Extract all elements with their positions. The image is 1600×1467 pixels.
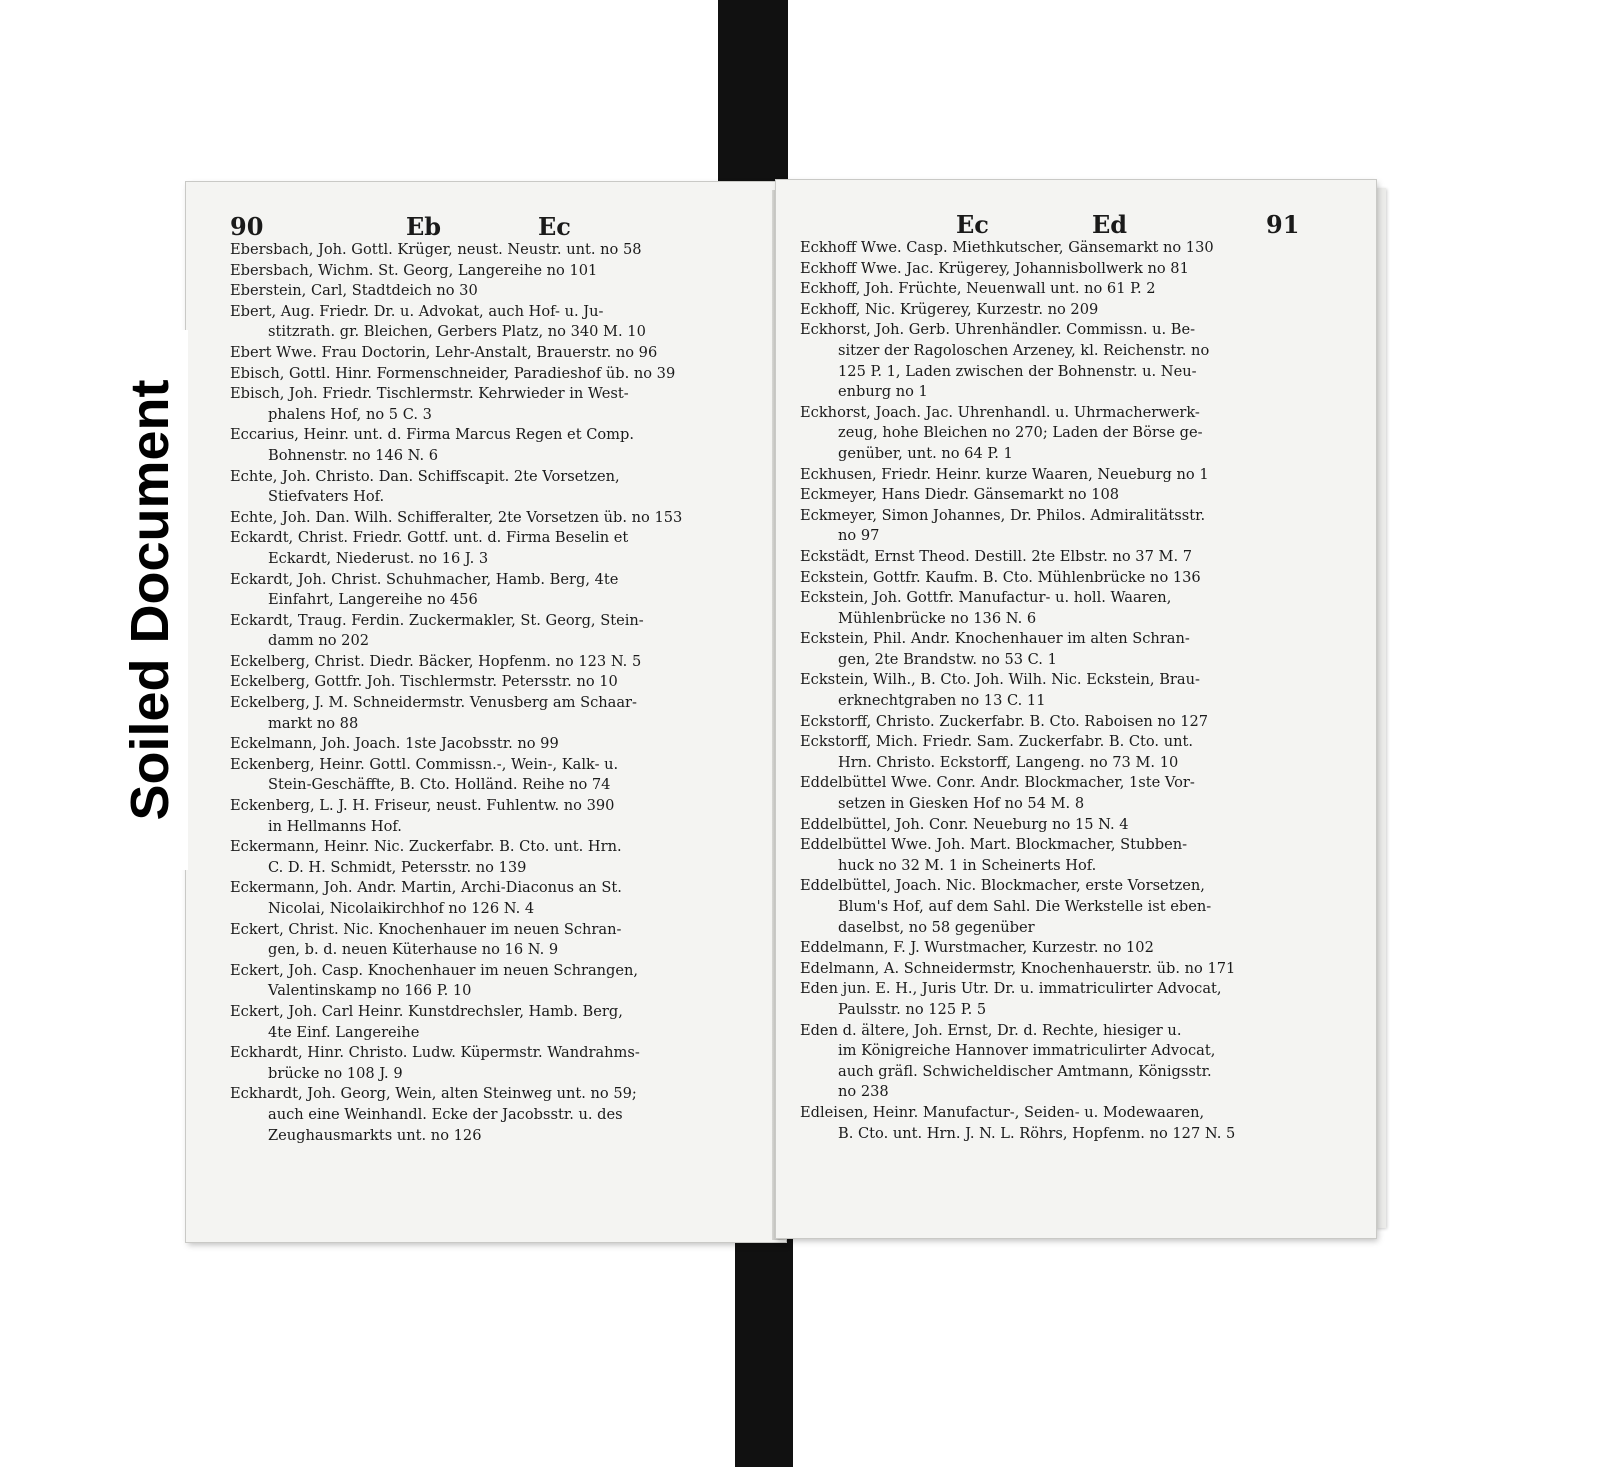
directory-line: sitzer der Ragoloschen Arzeney, kl. Reichenstr. no bbox=[838, 341, 1210, 359]
directory-line: Eckenberg, L. J. H. Friseur, neust. Fuhlentw. no 390 bbox=[230, 797, 615, 815]
directory-line: Echte, Joh. Christo. Dan. Schiffscapit. 2te Vorsetzen, bbox=[230, 467, 620, 485]
directory-line: 4te Einf. Langereihe bbox=[268, 1023, 420, 1041]
directory-line: Eckhoff Wwe. Casp. Miethkutscher, Gänsemarkt no 130 bbox=[800, 239, 1214, 256]
right-directory-entries bbox=[800, 238, 1368, 1144]
directory-line: 125 P. 1, Laden zwischen der Bohnenstr. u. Neu- bbox=[838, 362, 1197, 380]
left-running-head-1: Eb bbox=[406, 212, 442, 241]
directory-line: Eckhoff, Nic. Krügerey, Kurzestr. no 209 bbox=[800, 300, 1099, 318]
directory-line: Ebisch, Gottl. Hinr. Formenschneider, Paradieshof üb. no 39 bbox=[230, 364, 676, 382]
directory-line: Eden d. ältere, Joh. Ernst, Dr. d. Rechte, hiesiger u. bbox=[800, 1021, 1182, 1039]
directory-line: huck no 32 M. 1 in Scheinerts Hof. bbox=[838, 856, 1097, 874]
directory-line: Eckstorff, Mich. Friedr. Sam. Zuckerfabr. B. Cto. unt. bbox=[800, 733, 1193, 751]
directory-line: Eckelberg, J. M. Schneidermstr. Venusberg am Schaar- bbox=[230, 694, 637, 712]
directory-line: gen, b. d. neuen Küterhause no 16 N. 9 bbox=[268, 941, 559, 959]
directory-line: setzen in Giesken Hof no 54 M. 8 bbox=[838, 795, 1085, 813]
directory-line: Eddelbüttel Wwe. Conr. Andr. Blockmacher, 1ste Vor- bbox=[800, 774, 1195, 792]
directory-line: Eckstorff, Christo. Zuckerfabr. B. Cto. Raboisen no 127 bbox=[800, 712, 1209, 730]
directory-line: in Hellmanns Hof. bbox=[268, 817, 402, 835]
directory-line: genüber, unt. no 64 P. 1 bbox=[838, 444, 1013, 462]
directory-line: Zeughausmarkts unt. no 126 bbox=[268, 1126, 482, 1144]
directory-line: Eckelberg, Gottfr. Joh. Tischlermstr. Petersstr. no 10 bbox=[230, 673, 618, 691]
directory-line: Blum's Hof, auf dem Sahl. Die Werkstelle ist eben- bbox=[838, 898, 1212, 915]
directory-line: auch eine Weinhandl. Ecke der Jacobsstr. u. des bbox=[268, 1105, 623, 1123]
directory-line: Eckhusen, Friedr. Heinr. kurze Waaren, Neueburg no 1 bbox=[800, 465, 1209, 483]
directory-line: auch gräfl. Schwicheldischer Amtmann, Königsstr. bbox=[838, 1062, 1212, 1080]
directory-line: daselbst, no 58 gegenüber bbox=[838, 918, 1035, 936]
directory-line: markt no 88 bbox=[268, 714, 359, 732]
left-directory-entries bbox=[230, 240, 778, 1146]
directory-line: damm no 202 bbox=[268, 632, 370, 650]
directory-line: Ebersbach, Wichm. St. Georg, Langereihe no 101 bbox=[230, 261, 598, 279]
right-running-head-2: Ed bbox=[1092, 210, 1128, 239]
directory-line: no 238 bbox=[838, 1083, 889, 1101]
directory-line: Stiefvaters Hof. bbox=[268, 488, 385, 506]
book-spine-top bbox=[718, 0, 788, 186]
directory-line: phalens Hof, no 5 C. 3 bbox=[268, 405, 432, 423]
book-spine-bottom bbox=[735, 1230, 793, 1467]
left-page bbox=[186, 182, 786, 1242]
directory-line: Eckhoff Wwe. Jac. Krügerey, Johannisbollwerk no 81 bbox=[800, 259, 1189, 277]
directory-line: Eckhorst, Joh. Gerb. Uhrenhändler. Commissn. u. Be- bbox=[800, 321, 1196, 339]
directory-line: Ebisch, Joh. Friedr. Tischlermstr. Kehrwieder in West- bbox=[230, 385, 629, 403]
directory-line: Paulsstr. no 125 P. 5 bbox=[838, 1000, 987, 1018]
directory-line: Edelmann, A. Schneidermstr, Knochenhauerstr. üb. no 171 bbox=[800, 959, 1236, 977]
directory-line: Einfahrt, Langereihe no 456 bbox=[268, 591, 478, 609]
directory-line: erknechtgraben no 13 C. 11 bbox=[838, 692, 1046, 710]
directory-line: brücke no 108 J. 9 bbox=[268, 1064, 403, 1082]
directory-line: Echte, Joh. Dan. Wilh. Schifferalter, 2te Vorsetzen üb. no 153 bbox=[230, 508, 683, 526]
left-page-number: 90 bbox=[230, 212, 264, 241]
directory-line: Eckhorst, Joach. Jac. Uhrenhandl. u. Uhrmacherwerk- bbox=[800, 403, 1200, 421]
right-running-head-1: Ec bbox=[956, 210, 989, 239]
directory-line: C. D. H. Schmidt, Petersstr. no 139 bbox=[268, 858, 527, 876]
directory-line: Eckstädt, Ernst Theod. Destill. 2te Elbstr. no 37 M. 7 bbox=[800, 547, 1193, 565]
directory-line: Edleisen, Heinr. Manufactur-, Seiden- u. Modewaaren, bbox=[800, 1103, 1205, 1121]
left-running-head-2: Ec bbox=[538, 212, 571, 241]
directory-line: Eckardt, Joh. Christ. Schuhmacher, Hamb. Berg, 4te bbox=[230, 570, 619, 588]
page-stack-edge bbox=[1376, 188, 1386, 1228]
directory-line: Eddelbüttel, Joh. Conr. Neueburg no 15 N. 4 bbox=[800, 815, 1129, 833]
directory-line: Eckstein, Wilh., B. Cto. Joh. Wilh. Nic. Eckstein, Brau- bbox=[800, 671, 1200, 689]
right-page bbox=[776, 180, 1376, 1238]
directory-line: Hrn. Christo. Eckstorff, Langeng. no 73 M. 10 bbox=[838, 753, 1179, 771]
directory-line: Eddelmann, F. J. Wurstmacher, Kurzestr. no 102 bbox=[800, 939, 1154, 957]
directory-line: Valentinskamp no 166 P. 10 bbox=[268, 982, 472, 1000]
directory-line: Eckelberg, Christ. Diedr. Bäcker, Hopfenm. no 123 N. 5 bbox=[230, 652, 642, 670]
directory-line: Ebert, Aug. Friedr. Dr. u. Advokat, auch Hof- u. Ju- bbox=[230, 302, 604, 320]
directory-line: Eddelbüttel, Joach. Nic. Blockmacher, erste Vorsetzen, bbox=[800, 877, 1205, 895]
directory-line: Eckardt, Christ. Friedr. Gottf. unt. d. Firma Beselin et bbox=[230, 529, 629, 547]
directory-line: Eckmeyer, Hans Diedr. Gänsemarkt no 108 bbox=[800, 486, 1120, 504]
directory-line: Eckardt, Traug. Ferdin. Zuckermakler, St. Georg, Stein- bbox=[230, 611, 644, 629]
directory-line: Eddelbüttel Wwe. Joh. Mart. Blockmacher, Stubben- bbox=[800, 836, 1188, 854]
directory-line: Eckstein, Phil. Andr. Knochenhauer im alten Schran- bbox=[800, 630, 1190, 648]
directory-line: Bohnenstr. no 146 N. 6 bbox=[268, 446, 439, 464]
directory-line: stitzrath. gr. Bleichen, Gerbers Platz, no 340 M. 10 bbox=[268, 323, 646, 341]
directory-line: Eberstein, Carl, Stadtdeich no 30 bbox=[230, 282, 478, 300]
directory-line: Eckhoff, Joh. Früchte, Neuenwall unt. no 61 P. 2 bbox=[800, 280, 1156, 298]
directory-line: Eckelmann, Joh. Joach. 1ste Jacobsstr. no 99 bbox=[230, 735, 559, 753]
directory-line: Eckert, Joh. Carl Heinr. Kunstdrechsler, Hamb. Berg, bbox=[230, 1002, 623, 1020]
directory-line: enburg no 1 bbox=[838, 383, 928, 401]
directory-line: Stein-Geschäffte, B. Cto. Holländ. Reihe no 74 bbox=[268, 776, 611, 794]
right-page-number: 91 bbox=[1266, 210, 1300, 239]
directory-line: im Königreiche Hannover immatriculirter Advocat, bbox=[838, 1042, 1216, 1060]
directory-line: Eccarius, Heinr. unt. d. Firma Marcus Regen et Comp. bbox=[230, 426, 634, 444]
directory-line: Mühlenbrücke no 136 N. 6 bbox=[838, 609, 1037, 627]
directory-line: gen, 2te Brandstw. no 53 C. 1 bbox=[838, 650, 1057, 668]
directory-line: Eckermann, Heinr. Nic. Zuckerfabr. B. Cto. unt. Hrn. bbox=[230, 838, 622, 856]
directory-line: B. Cto. unt. Hrn. J. N. L. Röhrs, Hopfenm. no 127 N. 5 bbox=[838, 1124, 1236, 1142]
directory-line: Ebert Wwe. Frau Doctorin, Lehr-Anstalt, Brauerstr. no 96 bbox=[230, 343, 658, 361]
directory-line: Ebersbach, Joh. Gottl. Krüger, neust. Neustr. unt. no 58 bbox=[230, 241, 642, 258]
directory-line: Eckstein, Joh. Gottfr. Manufactur- u. holl. Waaren, bbox=[800, 589, 1172, 607]
directory-line: Eckert, Christ. Nic. Knochenhauer im neuen Schran- bbox=[230, 920, 622, 938]
directory-line: Eckardt, Niederust. no 16 J. 3 bbox=[268, 549, 489, 567]
directory-line: zeug, hohe Bleichen no 270; Laden der Börse ge- bbox=[838, 424, 1203, 442]
directory-line: Nicolai, Nicolaikirchhof no 126 N. 4 bbox=[268, 900, 535, 917]
directory-line: Eckhardt, Hinr. Christo. Ludw. Küpermstr. Wandrahms- bbox=[230, 1044, 640, 1062]
directory-line: Eckert, Joh. Casp. Knochenhauer im neuen Schrangen, bbox=[230, 961, 639, 979]
directory-line: Eckhardt, Joh. Georg, Wein, alten Steinweg unt. no 59; bbox=[230, 1085, 637, 1103]
directory-line: Eckenberg, Heinr. Gottl. Commissn.-, Wein-, Kalk- u. bbox=[230, 755, 619, 773]
directory-line: Eckmeyer, Simon Johannes, Dr. Philos. Admiralitätsstr. bbox=[800, 506, 1206, 524]
soiled-document-stamp: Soiled Document bbox=[120, 379, 180, 821]
directory-line: Eckermann, Joh. Andr. Martin, Archi-Diaconus an St. bbox=[230, 879, 622, 897]
directory-line: Eden jun. E. H., Juris Utr. Dr. u. immatriculirter Advocat, bbox=[800, 980, 1222, 998]
directory-line: Eckstein, Gottfr. Kaufm. B. Cto. Mühlenbrücke no 136 bbox=[800, 568, 1201, 586]
directory-line: no 97 bbox=[838, 527, 880, 545]
